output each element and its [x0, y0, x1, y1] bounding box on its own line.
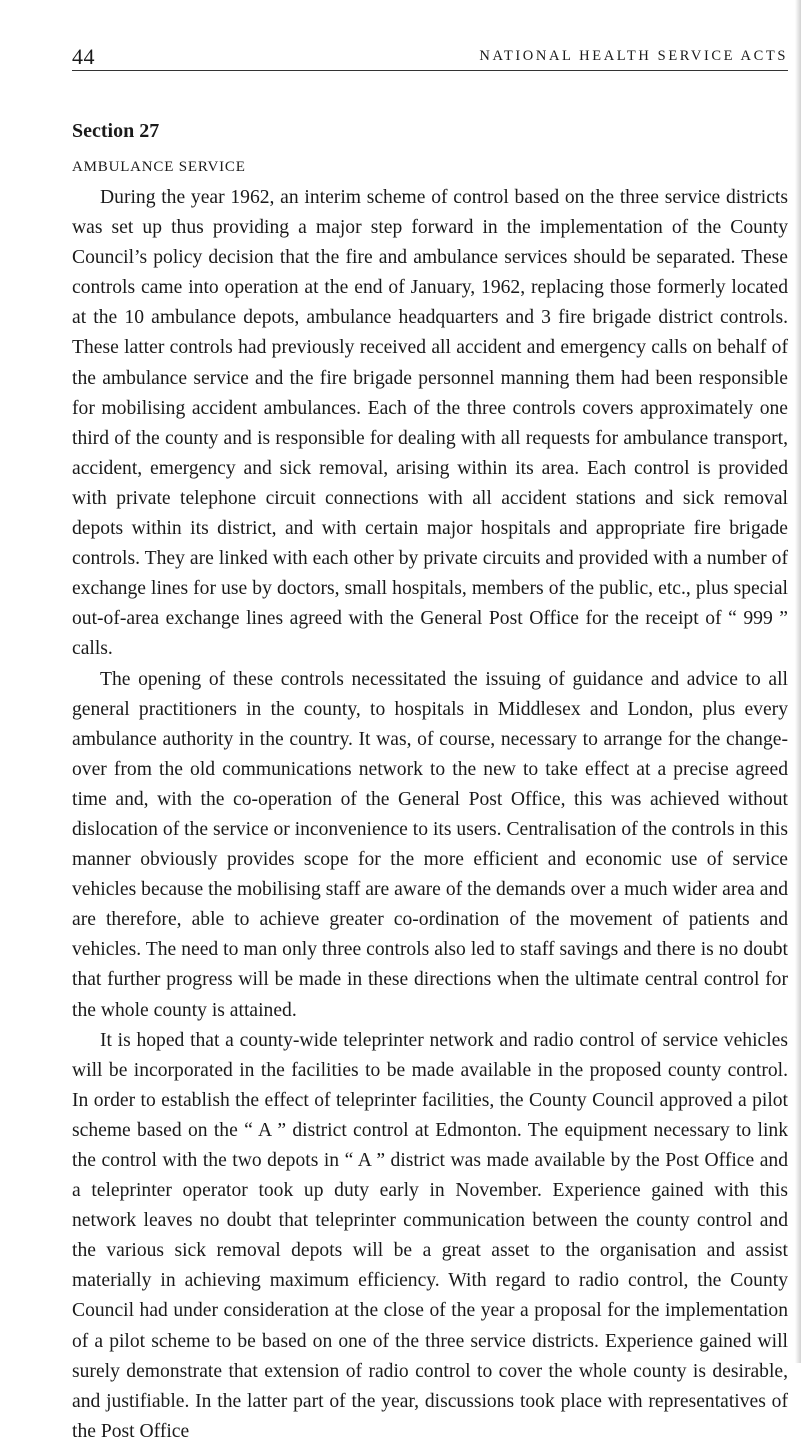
paragraph-2: The opening of these controls necessitated the issuing of guidance and advice to all general practitioners in the county, to hospitals in Middlesex and London, plus every ambulance authority in the country. It was, of course, necessary to arrange for the change-over from the old communications network to the new to take effect at a precise agreed time and, with the co-operation of the General Post Office, this was achieved without dislocation of the service or inconvenience to its users. Centralisation of the controls in this manner obviously provides scope for the more efficient and economic use of service vehicles because the mobilising staff are aware of the demands over a much wider area and are therefore, able to achieve greater co-ordination of the movement of patients and vehicles. The need to man only three controls also led to staff savings and there is no doubt that further progress will be made in these directions when the ultimate central control for the whole county is attained.: [72, 668, 788, 1021]
document-page: [72, 40, 788, 1447]
subsection-title: AMBULANCE SERVICE: [72, 159, 246, 175]
paragraph-3: It is hoped that a county-wide teleprinter network and radio control of service vehicles will be incorporated in the facilities to be made available in the proposed county control. In order to establish the effect of teleprinter facilities, the County Council approved a pilot scheme based on the “ A ” district control at Edmonton. The equipment necessary to link the control with the two depots in “ A ” district was made available by the Post Office and a teleprinter operator took up duty early in November. Experience gained with this network leaves no doubt that teleprinter communication between the county control and the various sick removal depots will be a great asset to the organisation and assist materially in achieving maximum efficiency. With regard to radio control, the County Council had under consideration at the close of the year a proposal for the implementation of a pilot scheme to be based on one of the three service districts. Experience gained will surely demonstrate that extension of radio control to cover the whole county is desirable, and justifiable. In the latter part of the year, discussions took place with representatives of the Post Office: [72, 1029, 788, 1442]
page-number: 44: [72, 44, 95, 69]
running-header: [72, 40, 788, 71]
body-text: [72, 183, 788, 1447]
paragraph-1: During the year 1962, an interim scheme of control based on the three service districts was set up thus providing a major step forward in the implementation of the County Council’s policy decision that the fire and ambulance services should be separated. These controls came into operation at the end of January, 1962, replacing those formerly located at the 10 ambulance depots, ambulance headquarters and 3 fire brigade district controls. These latter controls had previously received all accident and emergency calls on behalf of the ambulance service and the fire brigade personnel manning them had been responsible for mobilising accident ambulances. Each of the three controls covers approximately one third of the county and is responsible for dealing with all requests for ambulance transport, accident, emergency and sick removal, arising within its area. Each control is provided with private telephone circuit connections with all accident stations and sick removal depots within its district, and with certain major hospitals and appropriate fire brigade controls. They are linked with each other by private circuits and provided with a number of exchange lines for use by doctors, small hospitals, members of the public, etc., plus special out-of-area exchange lines agreed with the General Post Office for the receipt of “ 999 ” calls.: [72, 187, 788, 660]
running-title: NATIONAL HEALTH SERVICE ACTS: [479, 48, 788, 64]
page-edge-shadow: [795, 0, 801, 1363]
section-title: Section 27: [72, 120, 160, 142]
